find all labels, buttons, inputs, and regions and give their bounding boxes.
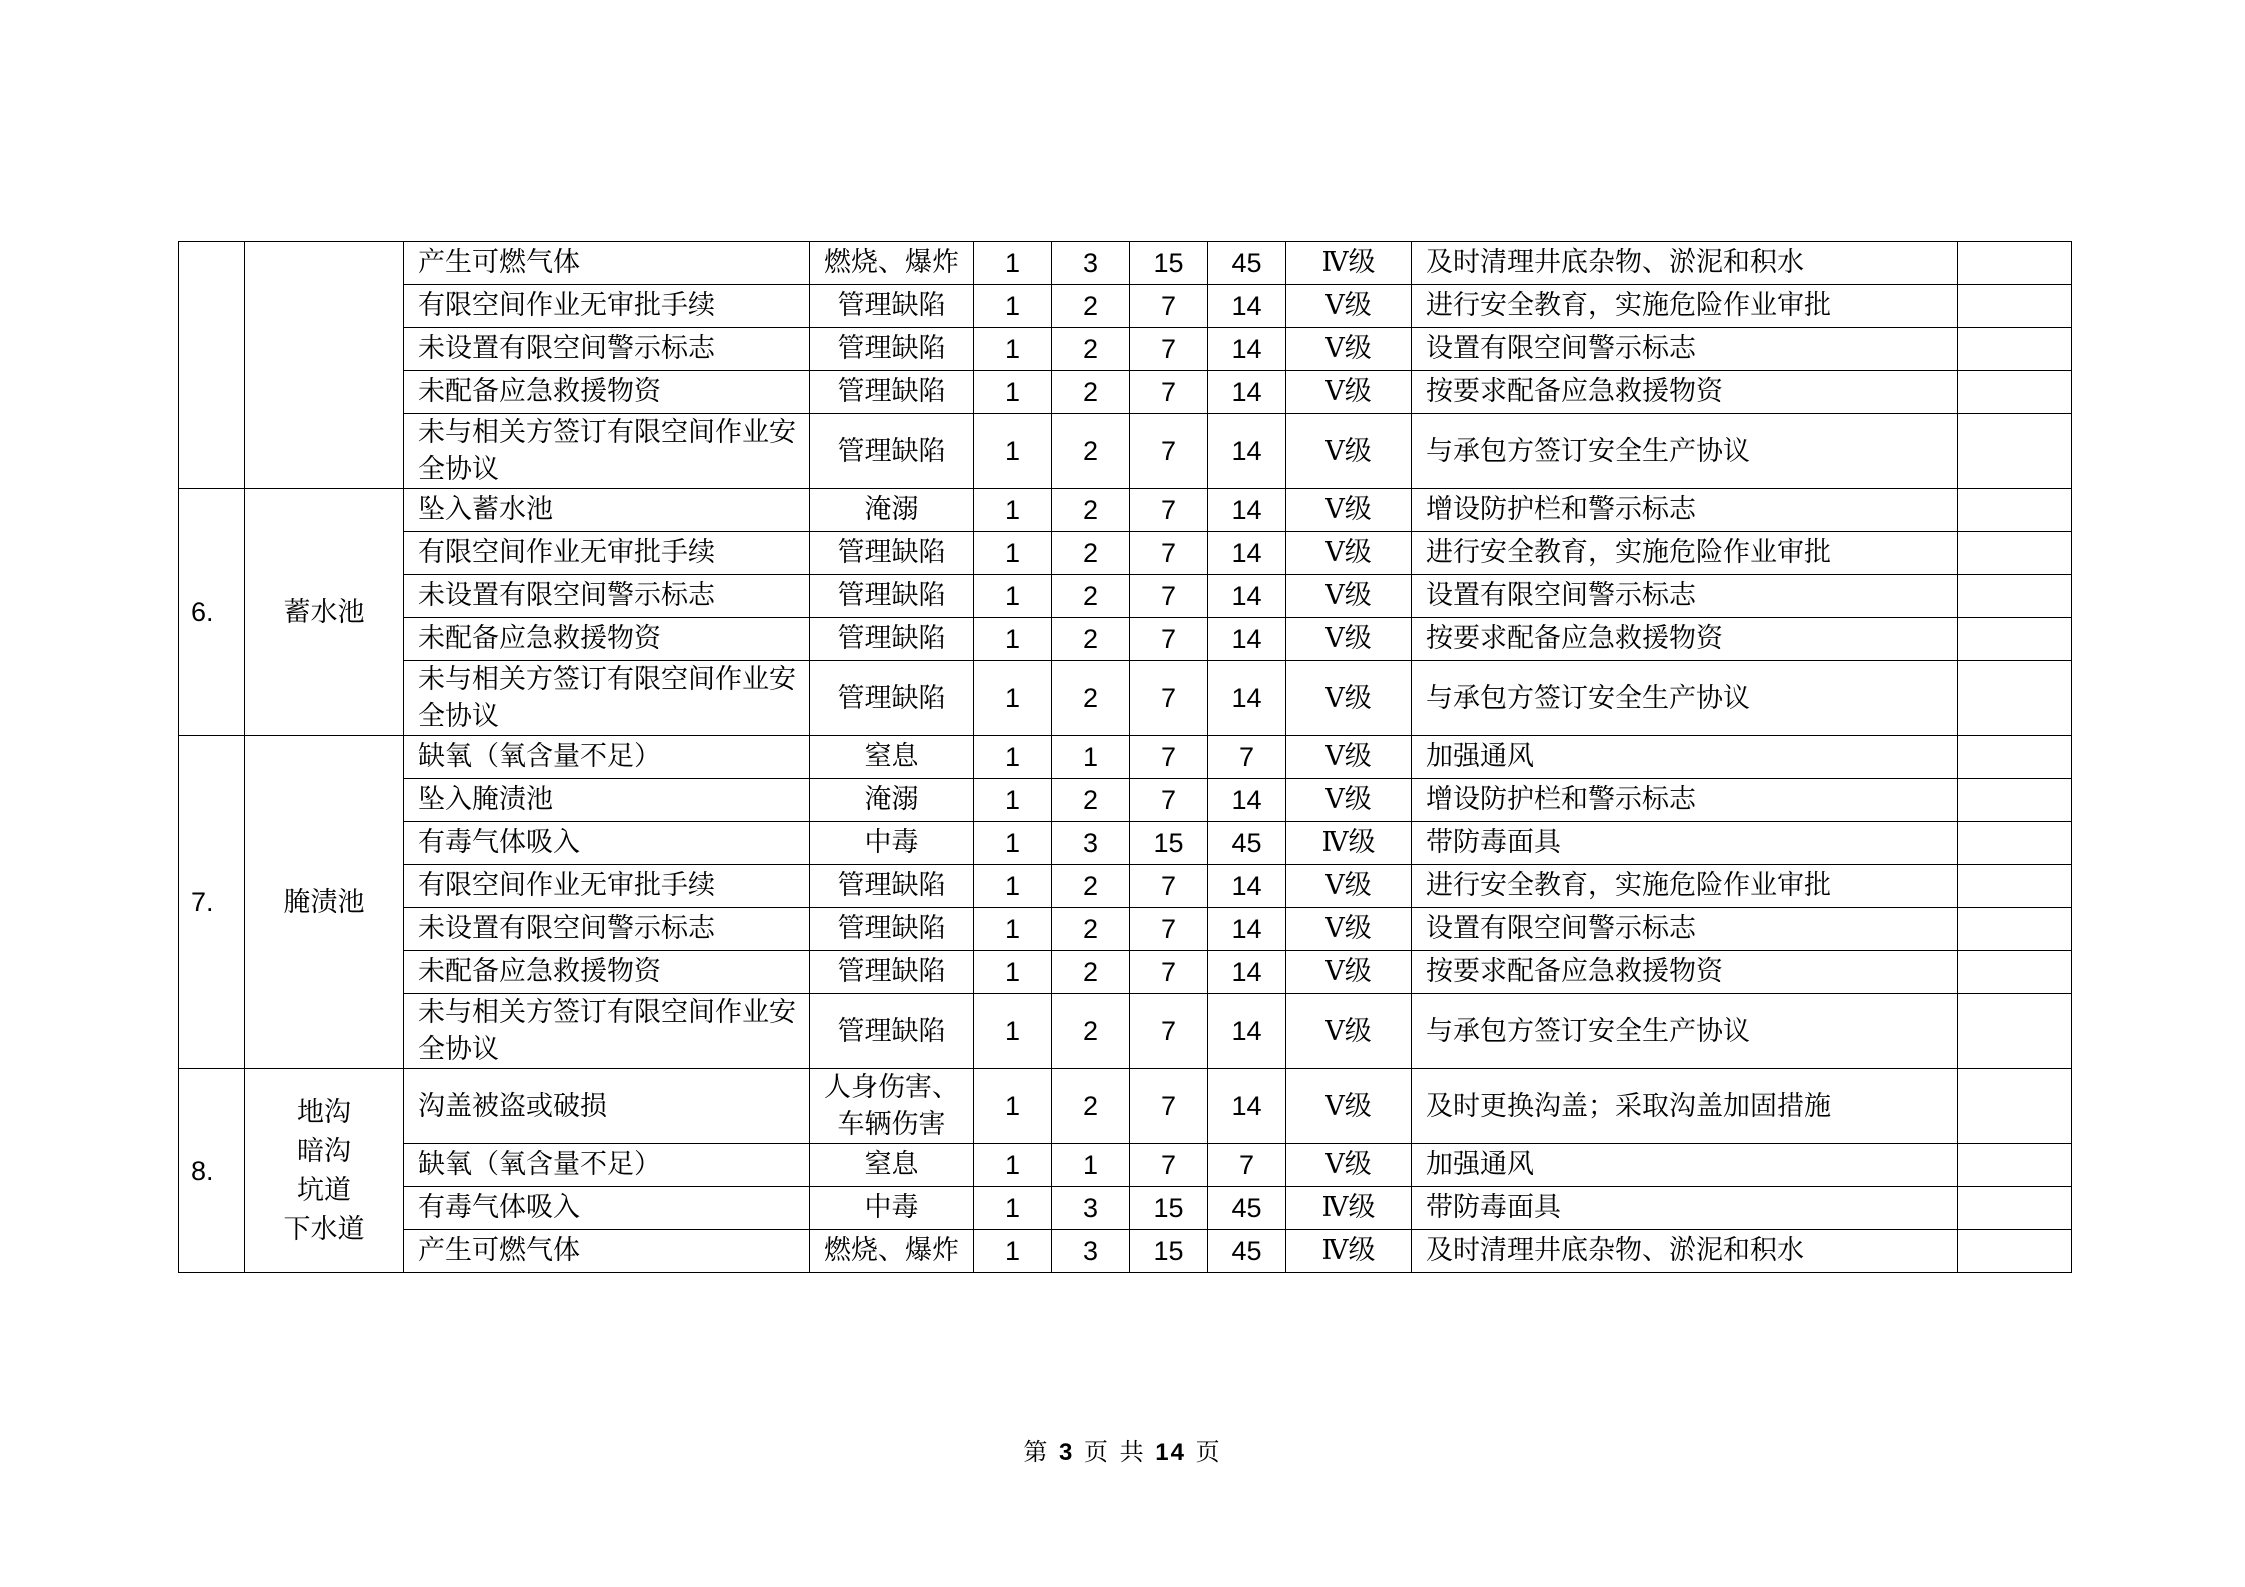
remark-cell [1958, 865, 2072, 908]
remark-cell [1958, 661, 2072, 736]
hazard-cell: 未配备应急救援物资 [404, 951, 810, 994]
table-row [179, 414, 2072, 489]
hazard-cell: 缺氧（氧含量不足） [404, 736, 810, 779]
severity-cell: 7 [1130, 489, 1208, 532]
exposure-cell: 2 [1052, 414, 1130, 489]
table-row [179, 908, 2072, 951]
severity-cell: 7 [1130, 661, 1208, 736]
remark-cell [1958, 994, 2072, 1069]
consequence-cell: 中毒 [810, 822, 974, 865]
risk-score-cell: 14 [1208, 865, 1286, 908]
control-measure-cell: 及时清理井底杂物、淤泥和积水 [1412, 1230, 1958, 1273]
page-footer [0, 1432, 2245, 1467]
table-row [179, 285, 2072, 328]
likelihood-cell: 1 [974, 1144, 1052, 1187]
severity-cell: 7 [1130, 1144, 1208, 1187]
remark-cell [1958, 1230, 2072, 1273]
severity-cell: 7 [1130, 414, 1208, 489]
remark-cell [1958, 1187, 2072, 1230]
risk-level-cell: Ⅴ级 [1286, 1144, 1412, 1187]
consequence-cell: 管理缺陷 [810, 951, 974, 994]
consequence-cell: 管理缺陷 [810, 285, 974, 328]
hazard-cell: 未配备应急救援物资 [404, 618, 810, 661]
likelihood-cell: 1 [974, 371, 1052, 414]
likelihood-cell: 1 [974, 618, 1052, 661]
remark-cell [1958, 489, 2072, 532]
risk-level-cell: Ⅴ级 [1286, 994, 1412, 1069]
risk-level-cell: Ⅴ级 [1286, 779, 1412, 822]
risk-score-cell: 14 [1208, 489, 1286, 532]
severity-cell: 7 [1130, 285, 1208, 328]
control-measure-cell: 按要求配备应急救援物资 [1412, 618, 1958, 661]
control-measure-cell: 进行安全教育，实施危险作业审批 [1412, 285, 1958, 328]
table-row [179, 779, 2072, 822]
risk-level-cell: Ⅴ级 [1286, 951, 1412, 994]
likelihood-cell: 1 [974, 575, 1052, 618]
likelihood-cell: 1 [974, 285, 1052, 328]
consequence-cell: 中毒 [810, 1187, 974, 1230]
risk-level-cell: Ⅴ级 [1286, 575, 1412, 618]
control-measure-cell: 与承包方签订安全生产协议 [1412, 414, 1958, 489]
risk-level-cell: Ⅴ级 [1286, 285, 1412, 328]
hazard-cell: 未与相关方签订有限空间作业安全协议 [404, 994, 810, 1069]
likelihood-cell: 1 [974, 1187, 1052, 1230]
risk-score-cell: 45 [1208, 1187, 1286, 1230]
risk-level-cell: Ⅴ级 [1286, 618, 1412, 661]
risk-score-cell: 14 [1208, 1069, 1286, 1144]
consequence-cell: 管理缺陷 [810, 618, 974, 661]
table-row [179, 1187, 2072, 1230]
control-measure-cell: 带防毒面具 [1412, 1187, 1958, 1230]
likelihood-cell: 1 [974, 532, 1052, 575]
remark-cell [1958, 414, 2072, 489]
current-page-number: 3 [1059, 1439, 1075, 1466]
risk-level-cell: Ⅴ级 [1286, 489, 1412, 532]
hazard-cell: 坠入蓄水池 [404, 489, 810, 532]
risk-level-cell: Ⅴ级 [1286, 736, 1412, 779]
hazard-cell: 未与相关方签订有限空间作业安全协议 [404, 661, 810, 736]
severity-cell: 7 [1130, 532, 1208, 575]
likelihood-cell: 1 [974, 328, 1052, 371]
hazard-cell: 坠入腌渍池 [404, 779, 810, 822]
hazard-cell: 未设置有限空间警示标志 [404, 328, 810, 371]
risk-level-cell: Ⅴ级 [1286, 532, 1412, 575]
consequence-cell: 管理缺陷 [810, 865, 974, 908]
risk-score-cell: 14 [1208, 285, 1286, 328]
table-row [179, 618, 2072, 661]
table-row [179, 1144, 2072, 1187]
control-measure-cell: 加强通风 [1412, 736, 1958, 779]
risk-level-cell: Ⅳ级 [1286, 822, 1412, 865]
control-measure-cell: 加强通风 [1412, 1144, 1958, 1187]
exposure-cell: 2 [1052, 779, 1130, 822]
remark-cell [1958, 618, 2072, 661]
exposure-cell: 3 [1052, 1230, 1130, 1273]
risk-level-cell: Ⅴ级 [1286, 414, 1412, 489]
risk-level-cell: Ⅳ级 [1286, 1187, 1412, 1230]
exposure-cell: 2 [1052, 371, 1130, 414]
remark-cell [1958, 951, 2072, 994]
hazard-cell: 有毒气体吸入 [404, 1187, 810, 1230]
item-number-cell: 8. [179, 1069, 245, 1273]
severity-cell: 7 [1130, 994, 1208, 1069]
severity-cell: 7 [1130, 779, 1208, 822]
exposure-cell: 3 [1052, 242, 1130, 285]
risk-level-cell: Ⅳ级 [1286, 242, 1412, 285]
consequence-cell: 淹溺 [810, 489, 974, 532]
control-measure-cell: 按要求配备应急救援物资 [1412, 951, 1958, 994]
hazard-cell: 产生可燃气体 [404, 242, 810, 285]
control-measure-cell: 及时清理井底杂物、淤泥和积水 [1412, 242, 1958, 285]
risk-score-cell: 45 [1208, 822, 1286, 865]
consequence-cell: 管理缺陷 [810, 532, 974, 575]
remark-cell [1958, 371, 2072, 414]
likelihood-cell: 1 [974, 1069, 1052, 1144]
severity-cell: 7 [1130, 1069, 1208, 1144]
table-row [179, 328, 2072, 371]
severity-cell: 15 [1130, 1230, 1208, 1273]
consequence-cell: 管理缺陷 [810, 414, 974, 489]
hazard-cell: 产生可燃气体 [404, 1230, 810, 1273]
table-row [179, 371, 2072, 414]
consequence-cell: 管理缺陷 [810, 908, 974, 951]
exposure-cell: 2 [1052, 1069, 1130, 1144]
remark-cell [1958, 908, 2072, 951]
risk-score-cell: 14 [1208, 414, 1286, 489]
table-row [179, 661, 2072, 736]
likelihood-cell: 1 [974, 736, 1052, 779]
hazard-cell: 未与相关方签订有限空间作业安全协议 [404, 414, 810, 489]
item-number-cell: 6. [179, 489, 245, 736]
likelihood-cell: 1 [974, 908, 1052, 951]
remark-cell [1958, 736, 2072, 779]
consequence-cell: 人身伤害、 车辆伤害 [810, 1069, 974, 1144]
remark-cell [1958, 328, 2072, 371]
exposure-cell: 2 [1052, 994, 1130, 1069]
severity-cell: 7 [1130, 908, 1208, 951]
exposure-cell: 2 [1052, 661, 1130, 736]
control-measure-cell: 按要求配备应急救援物资 [1412, 371, 1958, 414]
risk-level-cell: Ⅴ级 [1286, 908, 1412, 951]
consequence-cell: 窒息 [810, 736, 974, 779]
consequence-cell: 管理缺陷 [810, 575, 974, 618]
risk-score-cell: 14 [1208, 328, 1286, 371]
remark-cell [1958, 532, 2072, 575]
likelihood-cell: 1 [974, 414, 1052, 489]
hazard-cell: 有限空间作业无审批手续 [404, 285, 810, 328]
remark-cell [1958, 285, 2072, 328]
risk-level-cell: Ⅴ级 [1286, 1069, 1412, 1144]
risk-assessment-table [178, 241, 2072, 1273]
severity-cell: 7 [1130, 951, 1208, 994]
table-row [179, 822, 2072, 865]
location-cell: 地沟 暗沟 坑道 下水道 [245, 1069, 404, 1273]
risk-score-cell: 14 [1208, 371, 1286, 414]
remark-cell [1958, 575, 2072, 618]
exposure-cell: 3 [1052, 822, 1130, 865]
risk-level-cell: Ⅴ级 [1286, 371, 1412, 414]
risk-score-cell: 14 [1208, 532, 1286, 575]
likelihood-cell: 1 [974, 661, 1052, 736]
remark-cell [1958, 822, 2072, 865]
consequence-cell: 管理缺陷 [810, 328, 974, 371]
hazard-cell: 有限空间作业无审批手续 [404, 532, 810, 575]
hazard-cell: 未设置有限空间警示标志 [404, 908, 810, 951]
table-row [179, 1069, 2072, 1144]
exposure-cell: 2 [1052, 532, 1130, 575]
risk-score-cell: 45 [1208, 242, 1286, 285]
consequence-cell: 燃烧、爆炸 [810, 242, 974, 285]
consequence-cell: 窒息 [810, 1144, 974, 1187]
severity-cell: 7 [1130, 865, 1208, 908]
hazard-cell: 缺氧（氧含量不足） [404, 1144, 810, 1187]
risk-score-cell: 14 [1208, 779, 1286, 822]
location-cell: 腌渍池 [245, 736, 404, 1069]
severity-cell: 15 [1130, 822, 1208, 865]
consequence-cell: 淹溺 [810, 779, 974, 822]
exposure-cell: 2 [1052, 285, 1130, 328]
risk-score-cell: 14 [1208, 661, 1286, 736]
remark-cell [1958, 1144, 2072, 1187]
exposure-cell: 1 [1052, 1144, 1130, 1187]
table-row [179, 1230, 2072, 1273]
exposure-cell: 2 [1052, 865, 1130, 908]
table-row [179, 736, 2072, 779]
control-measure-cell: 进行安全教育，实施危险作业审批 [1412, 532, 1958, 575]
risk-level-cell: Ⅴ级 [1286, 661, 1412, 736]
control-measure-cell: 及时更换沟盖；采取沟盖加固措施 [1412, 1069, 1958, 1144]
table-row [179, 242, 2072, 285]
hazard-cell: 未配备应急救援物资 [404, 371, 810, 414]
footer-suffix: 页 [1195, 1438, 1222, 1466]
likelihood-cell: 1 [974, 489, 1052, 532]
remark-cell [1958, 1069, 2072, 1144]
control-measure-cell: 带防毒面具 [1412, 822, 1958, 865]
likelihood-cell: 1 [974, 779, 1052, 822]
table-row [179, 532, 2072, 575]
footer-prefix: 第 [1023, 1438, 1050, 1466]
hazard-cell: 有限空间作业无审批手续 [404, 865, 810, 908]
severity-cell: 7 [1130, 575, 1208, 618]
control-measure-cell: 设置有限空间警示标志 [1412, 328, 1958, 371]
risk-score-cell: 45 [1208, 1230, 1286, 1273]
table-row [179, 951, 2072, 994]
remark-cell [1958, 242, 2072, 285]
consequence-cell: 管理缺陷 [810, 661, 974, 736]
risk-score-cell: 14 [1208, 575, 1286, 618]
exposure-cell: 1 [1052, 736, 1130, 779]
exposure-cell: 2 [1052, 575, 1130, 618]
exposure-cell: 2 [1052, 489, 1130, 532]
severity-cell: 7 [1130, 328, 1208, 371]
hazard-cell: 有毒气体吸入 [404, 822, 810, 865]
control-measure-cell: 增设防护栏和警示标志 [1412, 489, 1958, 532]
remark-cell [1958, 779, 2072, 822]
consequence-cell: 管理缺陷 [810, 371, 974, 414]
risk-score-cell: 14 [1208, 908, 1286, 951]
exposure-cell: 3 [1052, 1187, 1130, 1230]
risk-score-cell: 14 [1208, 994, 1286, 1069]
risk-score-cell: 14 [1208, 618, 1286, 661]
location-cell [245, 242, 404, 489]
risk-level-cell: Ⅳ级 [1286, 1230, 1412, 1273]
likelihood-cell: 1 [974, 865, 1052, 908]
hazard-cell: 未设置有限空间警示标志 [404, 575, 810, 618]
item-number-cell: 7. [179, 736, 245, 1069]
hazard-cell: 沟盖被盗或破损 [404, 1069, 810, 1144]
risk-score-cell: 7 [1208, 1144, 1286, 1187]
exposure-cell: 2 [1052, 328, 1130, 371]
table-row [179, 865, 2072, 908]
table-row [179, 575, 2072, 618]
item-number-cell [179, 242, 245, 489]
control-measure-cell: 与承包方签订安全生产协议 [1412, 661, 1958, 736]
control-measure-cell: 设置有限空间警示标志 [1412, 908, 1958, 951]
footer-middle: 页 共 [1084, 1438, 1146, 1466]
likelihood-cell: 1 [974, 1230, 1052, 1273]
likelihood-cell: 1 [974, 994, 1052, 1069]
control-measure-cell: 设置有限空间警示标志 [1412, 575, 1958, 618]
control-measure-cell: 增设防护栏和警示标志 [1412, 779, 1958, 822]
table-row [179, 489, 2072, 532]
control-measure-cell: 与承包方签订安全生产协议 [1412, 994, 1958, 1069]
severity-cell: 15 [1130, 242, 1208, 285]
severity-cell: 15 [1130, 1187, 1208, 1230]
total-page-count: 14 [1155, 1439, 1186, 1466]
control-measure-cell: 进行安全教育，实施危险作业审批 [1412, 865, 1958, 908]
risk-score-cell: 7 [1208, 736, 1286, 779]
severity-cell: 7 [1130, 736, 1208, 779]
location-cell: 蓄水池 [245, 489, 404, 736]
risk-score-cell: 14 [1208, 951, 1286, 994]
likelihood-cell: 1 [974, 822, 1052, 865]
exposure-cell: 2 [1052, 908, 1130, 951]
risk-level-cell: Ⅴ级 [1286, 865, 1412, 908]
severity-cell: 7 [1130, 618, 1208, 661]
risk-level-cell: Ⅴ级 [1286, 328, 1412, 371]
table-body [179, 242, 2072, 1273]
severity-cell: 7 [1130, 371, 1208, 414]
table-row [179, 994, 2072, 1069]
likelihood-cell: 1 [974, 242, 1052, 285]
likelihood-cell: 1 [974, 951, 1052, 994]
consequence-cell: 管理缺陷 [810, 994, 974, 1069]
exposure-cell: 2 [1052, 951, 1130, 994]
exposure-cell: 2 [1052, 618, 1130, 661]
consequence-cell: 燃烧、爆炸 [810, 1230, 974, 1273]
